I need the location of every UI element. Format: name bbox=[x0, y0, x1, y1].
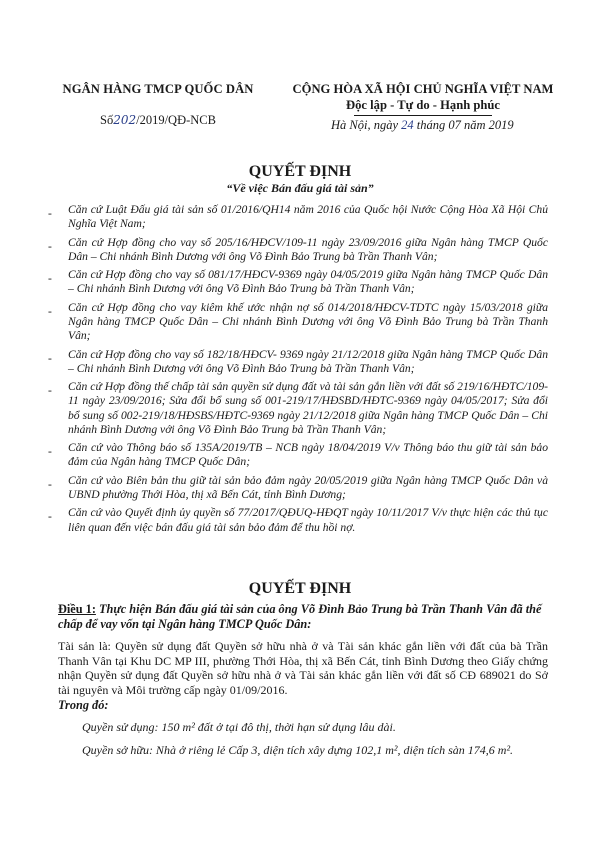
clause-text: Căn cứ vào Quyết định ủy quyền số 77/2017/QĐUQ-HĐQT ngày 10/11/2017 V/v thực hiện các thủ tục liên quan đến việc bán đấu giá tài sản bảo đảm để thu hồi nợ. bbox=[68, 506, 548, 534]
national-header bbox=[278, 82, 568, 116]
clause-text: Căn cứ vào Biên bản thu giữ tài sản bảo đảm ngày 20/05/2019 giữa Ngân hàng TMCP Quốc Dân và UBND phường Thới Hòa, thị xã Bến Cát, tỉnh Bình Dương; bbox=[68, 473, 548, 501]
issuer-block bbox=[58, 82, 258, 128]
ownership-right: Quyền sở hữu: Nhà ở riêng lẻ Cấp 3, diện tích xây dựng 102,1 m², diện tích sàn 174,6 m². bbox=[82, 743, 514, 757]
clause-text: Căn cứ Hợp đồng thế chấp tài sản quyền sử dụng đất và tài sản gắn liền với đất số 219/16/HĐTC/109-11 ngày 23/09/2016; Sửa đổi bổ sung số 001-219/17/HĐSBD/HĐTC-9369 ngày 04/05/2017; Sửa đổi bổ sung số 002-219/18/HĐSBS/HĐTC-9369 ngày 21/12/2018 giữa Ngân hàng TMCP Quốc Dân – Chi nhánh Bình Dương với ông Võ Đình Bảo Trung bà Trần Thanh Vân; bbox=[68, 380, 548, 436]
legal-basis-item bbox=[48, 203, 548, 231]
article-1 bbox=[58, 602, 548, 632]
national-motto: Độc lập - Tự do - Hạnh phúc bbox=[346, 98, 500, 112]
clause-text: Căn cứ Hợp đồng cho vay kiêm khế ước nhận nợ số 014/2018/HĐCV-TDTC ngày 15/03/2018 giữa Ngân hàng TMCP Quốc Dân – Chi nhánh Bình Dương với ông Võ Đình Bảo Trung bà Trần Thanh Vân; bbox=[68, 300, 548, 343]
clause-text: Căn cứ Hợp đồng cho vay số 205/16/HĐCV/109-11 ngày 23/09/2016 giữa Ngân hàng TMCP Quốc Dân – Chi nhánh Bình Dương với ông Võ Đình Bảo Trung bà Trần Thanh Vân; bbox=[68, 235, 548, 263]
clause-text: Căn cứ Hợp đồng cho vay số 182/18/HĐCV- 9369 ngày 21/12/2018 giữa Ngân hàng TMCP Quốc Dân – Chi nhánh Bình Dương với ông Võ Đình Bảo Trung bà Trần Thanh Vân; bbox=[68, 347, 548, 375]
legal-basis-item bbox=[48, 347, 548, 376]
bank-name: NGÂN HÀNG TMCP QUỐC DÂN bbox=[62, 82, 254, 96]
date-suffix: tháng 07 năm 2019 bbox=[416, 118, 514, 132]
clause-text: Căn cứ Luật Đấu giá tài sản số 01/2016/QH14 năm 2016 của Quốc hội Nước Cộng Hòa Xã Hội Chủ Nghĩa Việt Nam; bbox=[68, 203, 548, 231]
issue-date bbox=[331, 118, 514, 133]
date-prefix: Hà Nội, ngày bbox=[331, 118, 399, 132]
asset-description: Tài sản là: Quyền sử dụng đất Quyền sở hữu nhà ở và Tài sản khác gắn liền với đất của bà Trần Thanh Vân tại Khu DC MP III, phường Thới Hòa, thị xã Bến Cát, tỉnh Bình Dương theo Giấy chứng nhận Quyền sử dụng đất Quyền sở hữu nhà ở và Tài sản khác gắn liền với đất số CĐ 689021 do Sở tài nguyên và Môi trường cấp ngày 01/09/2016. bbox=[58, 639, 548, 697]
doc-suffix: /2019/QĐ-NCB bbox=[136, 113, 216, 127]
legal-basis-item bbox=[48, 300, 548, 344]
document-number bbox=[58, 113, 258, 128]
bullet-dash: - bbox=[48, 477, 52, 491]
legal-basis-item bbox=[48, 268, 548, 296]
doc-prefix: Số bbox=[100, 113, 114, 127]
bullet-dash: - bbox=[48, 239, 52, 253]
legal-basis-item bbox=[48, 380, 548, 437]
bullet-dash: - bbox=[48, 272, 52, 286]
article-1-label: Điều 1: bbox=[58, 602, 96, 616]
decision-title: QUYẾT ĐỊNH bbox=[248, 163, 352, 180]
bullet-dash: - bbox=[48, 351, 52, 365]
bullet-dash: - bbox=[48, 510, 52, 524]
decision-title-2: QUYẾT ĐỊNH bbox=[248, 580, 352, 597]
bullet-dash: - bbox=[48, 207, 52, 220]
motto-underline bbox=[354, 115, 492, 116]
in-which-heading: Trong đó: bbox=[58, 698, 109, 712]
legal-basis-item bbox=[48, 473, 548, 502]
clause-text: Căn cứ vào Thông báo số 135A/2019/TB – NCB ngày 18/04/2019 V/v Thông báo thu giữ tài sản bảo đảm của Ngân hàng TMCP Quốc Dân; bbox=[68, 441, 548, 469]
bullet-dash: - bbox=[48, 304, 52, 318]
decision-subtitle: “Về việc Bán đấu giá tài sản” bbox=[226, 181, 374, 195]
bullet-dash: - bbox=[48, 445, 52, 459]
article-1-text: Thực hiện Bán đấu giá tài sản của ông Võ Đình Bảo Trung bà Trần Thanh Vân đã thế chấp để vay vốn tại Ngân hàng TMCP Quốc Dân: bbox=[58, 602, 542, 631]
legal-basis-list bbox=[48, 203, 548, 539]
doc-handwritten-number: 202 bbox=[113, 113, 137, 127]
clause-text: Căn cứ Hợp đồng cho vay số 081/17/HĐCV-9369 ngày 04/05/2019 giữa Ngân hàng TMCP Quốc Dân – Chi nhánh Bình Dương với ông Võ Đình Bảo Trung bà Trần Thanh Vân; bbox=[68, 268, 548, 296]
bullet-dash: - bbox=[48, 384, 52, 398]
land-use-right: Quyền sử dụng: 150 m² đất ở tại đô thị, thời hạn sử dụng lâu dài. bbox=[82, 720, 396, 734]
legal-basis-item bbox=[48, 441, 548, 469]
date-day: 24 bbox=[401, 118, 414, 132]
nation-title: CỘNG HÒA XÃ HỘI CHỦ NGHĨA VIỆT NAM bbox=[292, 82, 554, 96]
legal-basis-item bbox=[48, 235, 548, 264]
legal-basis-item bbox=[48, 506, 548, 534]
